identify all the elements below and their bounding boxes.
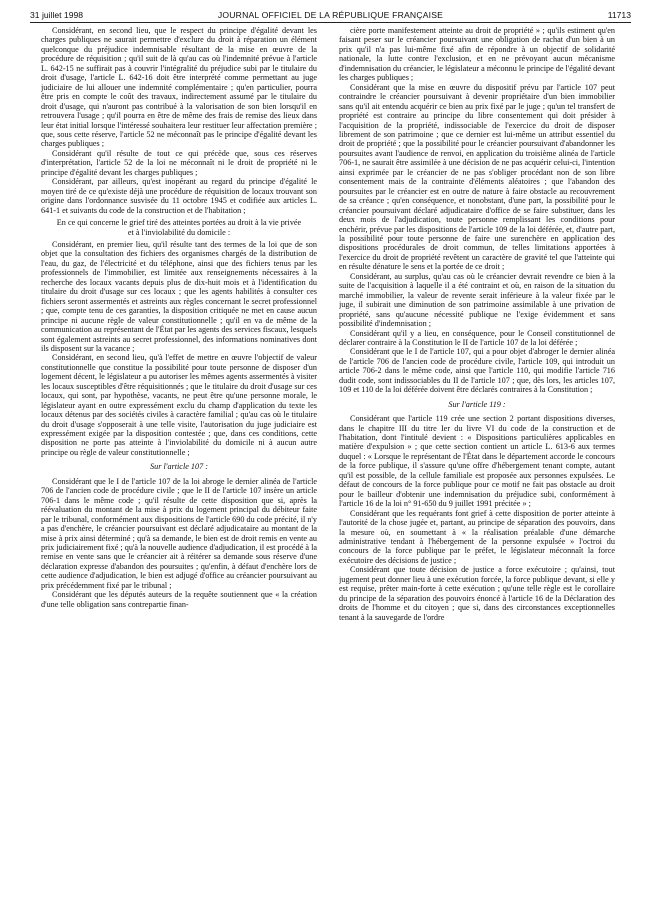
paragraph: Considérant, au surplus, qu'au cas où le créancier devrait revendre ce bien à la suite de l'acquisition à laquelle il a été contraint et où, en raison de la situation du marché immobilier, la valeur de revente serait inférieure à la valeur fixée par le juge, il subirait une diminution de son patrimoine assimilable à une privation de propriété, sans qu'aucune nécessité publique ne l'exige évidemment et sans possibilité d'indemnisation ;	[339, 271, 615, 329]
right-column	[339, 26, 615, 896]
paragraph: Considérant, par ailleurs, qu'est inopérant au regard du principe d'égalité le moyen tiré de ce qu'existe déjà une procédure de réquisition de locaux trouvant son origine dans l'ordonnance susvisée du 11 octobre 1945 et codifiée aux articles L. 641-1 et suivants du code de la construction et de l'habitation ;	[41, 177, 317, 215]
paragraph: Considérant, en second lieu, que le respect du principe d'égalité devant les charges publiques ne saurait permettre d'exclure du droit à réparation un élément quelconque du préjudice indemnisable résultant de la mise en œuvre de la procédure de réquisition ; qu'il suit de là qu'au cas où l'indemnité prévue à l'article L. 642-15 ne suffirait pas à couvrir l'intégralité du préjudice subi par le titulaire du droit d'usage, l'article L. 642-16 doit être interprété comme permettant au juge judiciaire de lui allouer une indemnité complémentaire ; qu'en particulier, pourra être pris en compte le coût des travaux, indirectement assumé par le titulaire du droit d'usage, qui n'auront pas contribué à la valorisation de son bien lorsqu'il en retrouvera l'usage ; qu'il pourra en être de même des frais de remise des lieux dans leur état initial lorsque l'intéressé souhaitera leur restituer leur affectation première ; que, sous cette réserve, l'article 52 ne méconnaît pas le principe d'égalité devant les charges publiques ;	[41, 26, 317, 149]
section-heading: Sur l'article 107 :	[150, 462, 208, 472]
paragraph: Considérant que toute décision de justice a force exécutoire ; qu'ainsi, tout jugement peut donner lieu à une exécution forcée, la force publique devant, si elle y est requise, prêter main-forte à cette exécution ; qu'une telle règle est le corollaire du principe de la séparation des pouvoirs énoncé à l'article 16 de la Déclaration des droits de l'homme et du citoyen ; que si, dans des circonstances exceptionnelles tenant à la sauvegarde de l'ordre	[339, 565, 615, 622]
subheading: En ce qui concerne le grief tiré des atteintes portées au droit à la vie privée et à l'inviolabilité du domicile :	[56, 218, 302, 237]
paragraph: Considérant que la mise en œuvre du dispositif prévu par l'article 107 peut contraindre le créancier poursuivant à devenir propriétaire d'un bien immobilier sans qu'il ait entendu acquérir ce bien au prix fixé par le juge ; qu'un tel transfert de propriété est contraire au principe du libre consentement qui doit présider à l'acquisition de la propriété, indissociable de l'exercice du droit de disposer librement de son patrimoine ; que ce dernier est lui-même un attribut essentiel du droit de propriété ; que la possibilité pour le créancier poursuivant d'abandonner les poursuites avant l'audience de renvoi, en application du troisième alinéa de l'article 706-1, ne saurait être assimilée à une décision de ne pas acquérir celui-ci, l'intention ainsi exprimée par le créancier de ne pas s'obliger procédant non de son libre consentement mais de la contrainte d'éléments aléatoires ; que l'abandon des poursuites par le créancier est en outre de nature à faire obstacle au recouvrement de sa créance ; qu'en conséquence, et nonobstant, d'une part, la possibilité pour le créancier poursuivant déclaré adjudicataire d'office de se faire substituer, dans les deux mois de l'adjudication, toute personne remplissant les conditions pour enchérir, prévue par les dispositions de l'article 109 de la loi déférée, et, d'autre part, la possibilité pour toute personne de faire une surenchère en application des dispositions procédurales de droit commun, de telles limitations apportées à l'exercice du droit de propriété revêtent un caractère de gravité tel que l'atteinte qui en résulte dénature le sens et la portée de ce droit ;	[339, 82, 615, 272]
paragraph: cière porte manifestement atteinte au droit de propriété » ; qu'ils estiment qu'en faisant peser sur le créancier poursuivant une obligation de rachat d'un bien à un prix qu'il n'a pas lui-même fixé afin de répondre à un objectif de solidarité nationale, la lutte contre l'exclusion, et en ne prévoyant aucun mécanisme d'indemnisation du créancier, le législateur a méconnu le principe de l'égalité devant les charges publiques ;	[339, 26, 615, 83]
left-column	[41, 26, 317, 896]
page-header	[30, 6, 631, 22]
header-date: 31 juillet 1998	[30, 10, 84, 20]
header-title: JOURNAL OFFICIEL DE LA RÉPUBLIQUE FRANÇAISE	[217, 10, 444, 20]
paragraph: Considérant que les députés auteurs de la requête soutiennent que « la création d'une telle obligation sans contrepartie finan-	[41, 590, 317, 609]
paragraph: Considérant, en second lieu, qu'à l'effet de mettre en œuvre l'objectif de valeur constitutionnelle que constitue la possibilité pour toute personne de disposer d'un logement décent, le législateur a pu autoriser les mêmes agents assermentés à visiter les locaux susceptibles d'être réquisitionnés ; que le titulaire du droit d'usage sur ces locaux, qui sont, par hypothèse, vacants, ne peut être qu'une personne morale, le législateur ayant en outre expressément exclu du champ d'application du texte les locaux détenus par des sociétés civiles à caractère familial ; qu'au cas où le titulaire du droit d'usage s'opposerait à une telle visite, l'autorisation du juge judiciaire est expressément exigée par la disposition contestée ; que, dans ces conditions, cette disposition ne porte pas atteinte à l'inviolabilité du domicile ni à aucun autre principe ou règle de valeur constitutionnelle ;	[41, 353, 317, 457]
paragraph: Considérant que les requérants font grief à cette disposition de porter atteinte à l'autorité de la chose jugée et, partant, au principe de séparation des pouvoirs, dans la mesure où, en soumettant à « la réalisation préalable d'une démarche administrative tendant à l'hébergement de la personne expulsée » l'octroi du concours de la force publique par le préfet, le législateur méconnaît la force exécutoire des décisions de justice ;	[339, 508, 615, 565]
paragraph: Considérant que l'article 119 crée une section 2 portant dispositions diverses, dans le chapitre III du titre Ier du livre VI du code de la construction et de l'habitation, dont l'intitulé devient : « Dispositions particulières applicables en matière d'expulsion » ; que cette section contient un article L. 613-6 aux termes duquel : « Lorsque le représentant de l'État dans le département accorde le concours de la force publique, il s'assure qu'une offre d'hébergement tenant compte, autant qu'il est possible, de la cellule familiale est proposée aux personnes expulsées. Le défaut de concours de la force publique pour ce motif ne fait pas obstacle au droit pour le bailleur d'obtenir une indemnisation du préjudice subi, conformément à l'article 16 de la loi n° 91-650 du 9 juillet 1991 précitée » ;	[339, 414, 615, 509]
paragraph: Considérant que le I de l'article 107, qui a pour objet d'abroger le dernier alinéa de l'article 706 de l'ancien code de procédure civile, l'article 109, qui introduit un article 706-2 dans le même code, ainsi que l'article 110, qui modifie l'article 716 dudit code, sont indissociables du II de l'article 107 ; que, dès lors, les articles 107, 109 et 110 de la loi déférée doivent être déclarés contraires à la Constitution ;	[339, 347, 615, 395]
paragraph: Considérant que le I de l'article 107 de la loi abroge le dernier alinéa de l'article 706 de l'ancien code de procédure civile ; que le II de l'article 107 insère un article 706-1 dans le même code ; qu'il résulte de cette disposition que si, après la réévaluation du montant de la mise à prix du logement principal du débiteur faite par le tribunal, conformément aux dispositions de l'article 690 du code précité, il n'y a pas d'enchère, le créancier poursuivant est déclaré adjudicataire au montant de la mise à prix ainsi déterminé ; qu'à sa demande, le bien est de droit remis en vente au prix judiciairement fixé ; qu'à la nouvelle audience d'adjudication, il est procédé à la remise en vente sans que le créancier ait à réitérer sa demande sous réserve d'une déclaration expresse d'abandon des poursuites ; qu'enfin, à défaut d'enchère lors de cette audience d'adjudication, le bien est adjugé d'office au créancier poursuivant au prix précédemment fixé par le tribunal ;	[41, 476, 317, 590]
header-page-number: 11713	[607, 10, 631, 20]
paragraph: Considérant qu'il y a lieu, en conséquence, pour le Conseil constitutionnel de déclarer contraire à la Constitution le II de l'article 107 de la loi déférée ;	[339, 328, 615, 347]
paragraph: Considérant, en premier lieu, qu'il résulte tant des termes de la loi que de son objet que la consultation des fichiers des organismes chargés de la distribution de l'eau, du gaz, de l'électricité et du téléphone, ainsi que des fichiers tenus par les professionnels de l'immobilier, est limitée aux renseignements nécessaires à la recherche des locaux vacants depuis plus de dix-huit mois et à l'identification du titulaire du droit d'usage sur ces locaux ; que les agents habilités à consulter ces fichiers seront assermentés et astreints aux règles concernant le secret professionnel ; que, compte tenu de ces garanties, la disposition critiquée ne met en cause aucun principe ni aucune règle de valeur constitutionnelle ; qu'il en va de même de la communication au représentant de l'État par les agents des services fiscaux, lesquels sont également astreints au secret professionnel, des informations nominatives dont ils disposent sur la vacance ;	[41, 239, 317, 353]
section-heading: Sur l'article 119 :	[448, 399, 506, 409]
header-rule	[30, 22, 631, 23]
paragraph: Considérant qu'il résulte de tout ce qui précède que, sous ces réserves d'interprétation, l'article 52 de la loi ne méconnaît ni le droit de propriété ni le principe d'égalité devant les charges publiques ;	[41, 148, 317, 177]
